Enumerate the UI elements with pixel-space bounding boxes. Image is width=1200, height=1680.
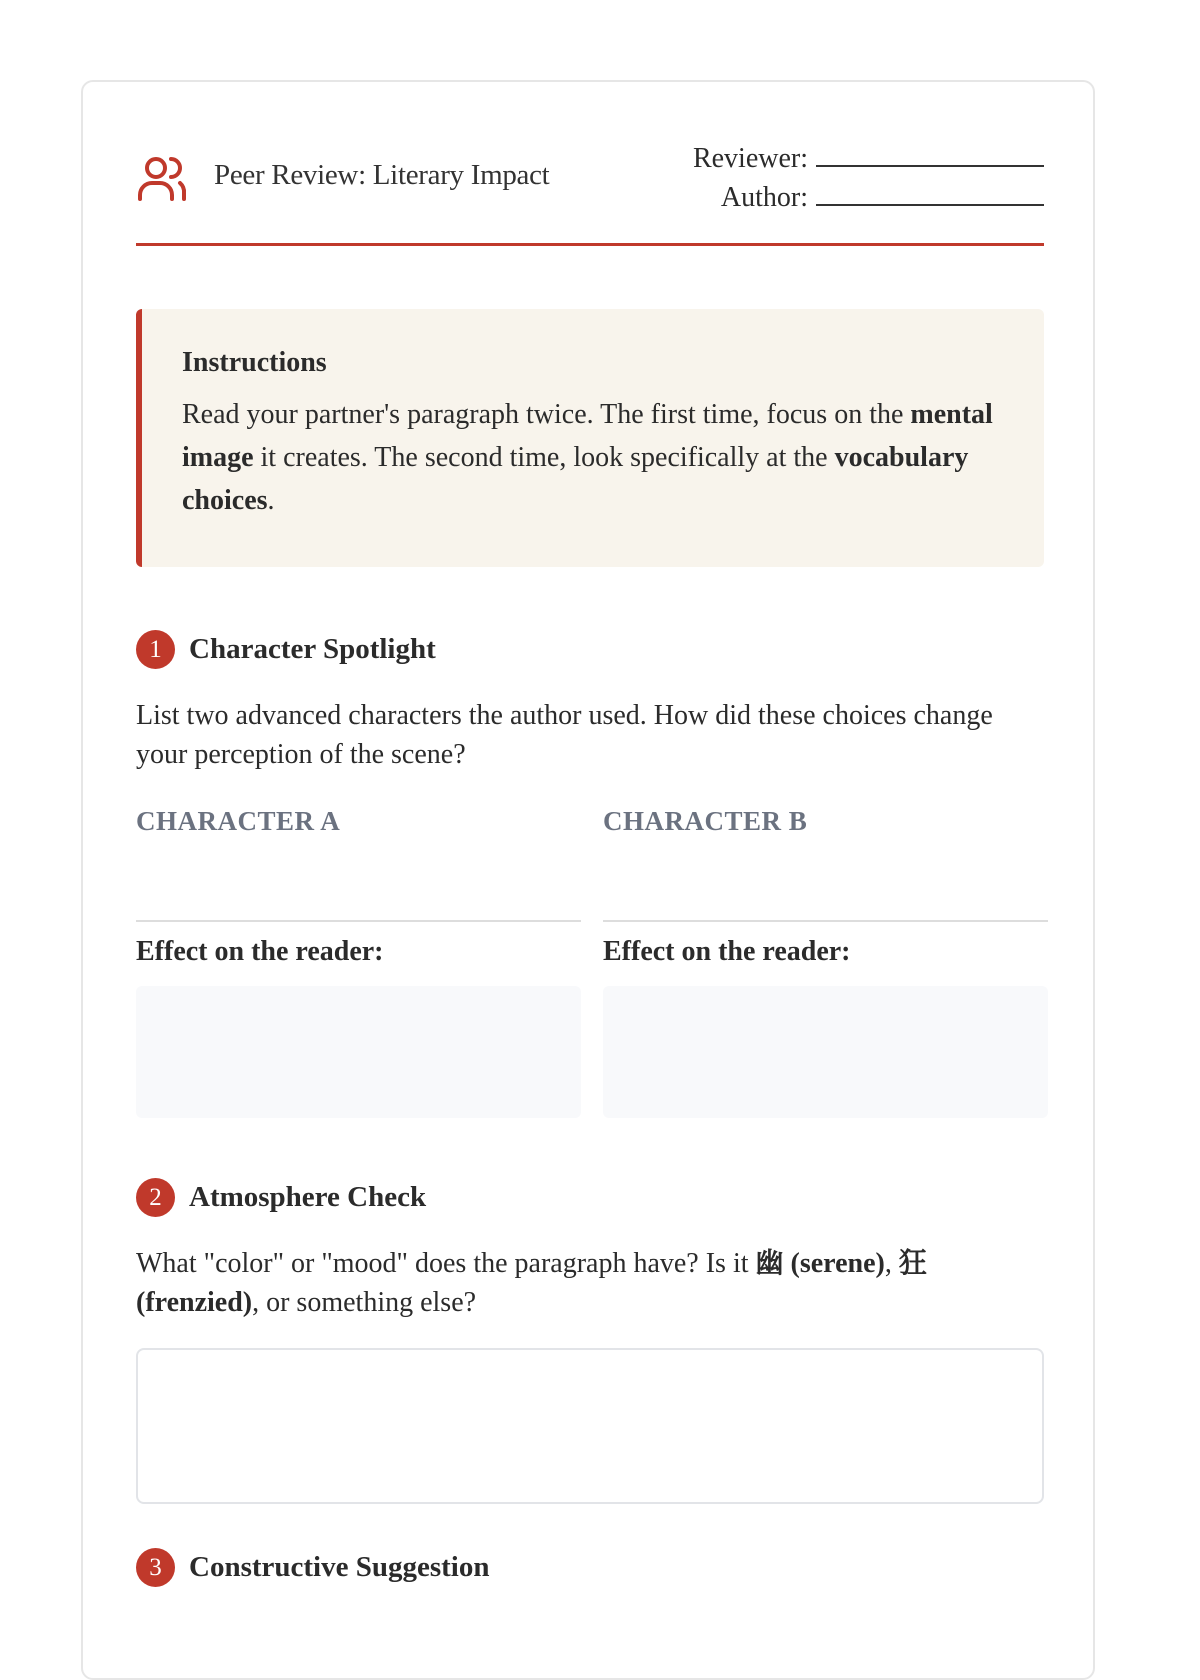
instructions-title: Instructions [182,347,327,378]
section-title: Atmosphere Check [189,1181,427,1213]
effect-b-textarea[interactable] [603,986,1048,1118]
instr-text-1: Read your partner's paragraph twice. The first time, focus on the [182,399,911,430]
section-3-heading [136,1548,489,1587]
section-number-badge: 2 [136,1178,175,1217]
effect-b-label: Effect on the reader: [603,936,851,967]
instructions-text [182,393,1004,522]
users-icon [136,155,188,207]
author-field[interactable] [693,178,1044,217]
frenzied-option: 狂 (frenzied) [136,1248,927,1318]
reviewer-blank[interactable] [816,141,1044,167]
instr-bold-2: vocabulary choices [182,442,969,516]
instr-bold-1: mental image [182,399,993,473]
worksheet-title: Peer Review: Literary Impact [214,159,550,191]
section-1-prompt: List two advanced characters the author used. How did these choices change your perception of the scene? [136,700,993,770]
atmosphere-textarea[interactable] [136,1348,1044,1504]
name-fields [693,139,1044,217]
section-title: Character Spotlight [189,633,436,665]
instructions-box [136,309,1044,567]
character-a-label: CHARACTER A [136,806,341,836]
section-atmosphere-check [136,1178,1044,1518]
section-number-badge: 3 [136,1548,175,1587]
character-a-input[interactable] [136,862,581,922]
worksheet-header [136,137,1044,246]
author-blank[interactable] [816,180,1044,206]
reviewer-field[interactable] [693,139,1044,178]
worksheet-card [81,80,1095,1680]
section-1-heading [136,630,436,669]
character-b-input[interactable] [603,862,1048,922]
section-title: Constructive Suggestion [189,1551,490,1583]
section-2-heading [136,1178,426,1217]
prompt-text-1: What "color" or "mood" does the paragraph have? Is it [136,1248,756,1279]
author-label: Author: [720,182,808,213]
prompt-text-3: , or something else? [252,1287,477,1318]
instr-text-3: . [267,485,275,516]
effect-a-textarea[interactable] [136,986,581,1118]
section-number-badge: 1 [136,630,175,669]
instr-text-2: it creates. The second time, look specifically at the [253,442,835,473]
section-2-prompt [136,1244,1044,1322]
reviewer-label: Reviewer: [692,143,808,174]
section-character-spotlight [136,630,1044,1130]
serene-option: 幽 (serene) [755,1248,885,1279]
prompt-text-2: , [884,1248,899,1279]
character-b-label: CHARACTER B [603,806,808,836]
effect-a-label: Effect on the reader: [136,936,384,967]
section-constructive-suggestion [136,1548,1044,1608]
